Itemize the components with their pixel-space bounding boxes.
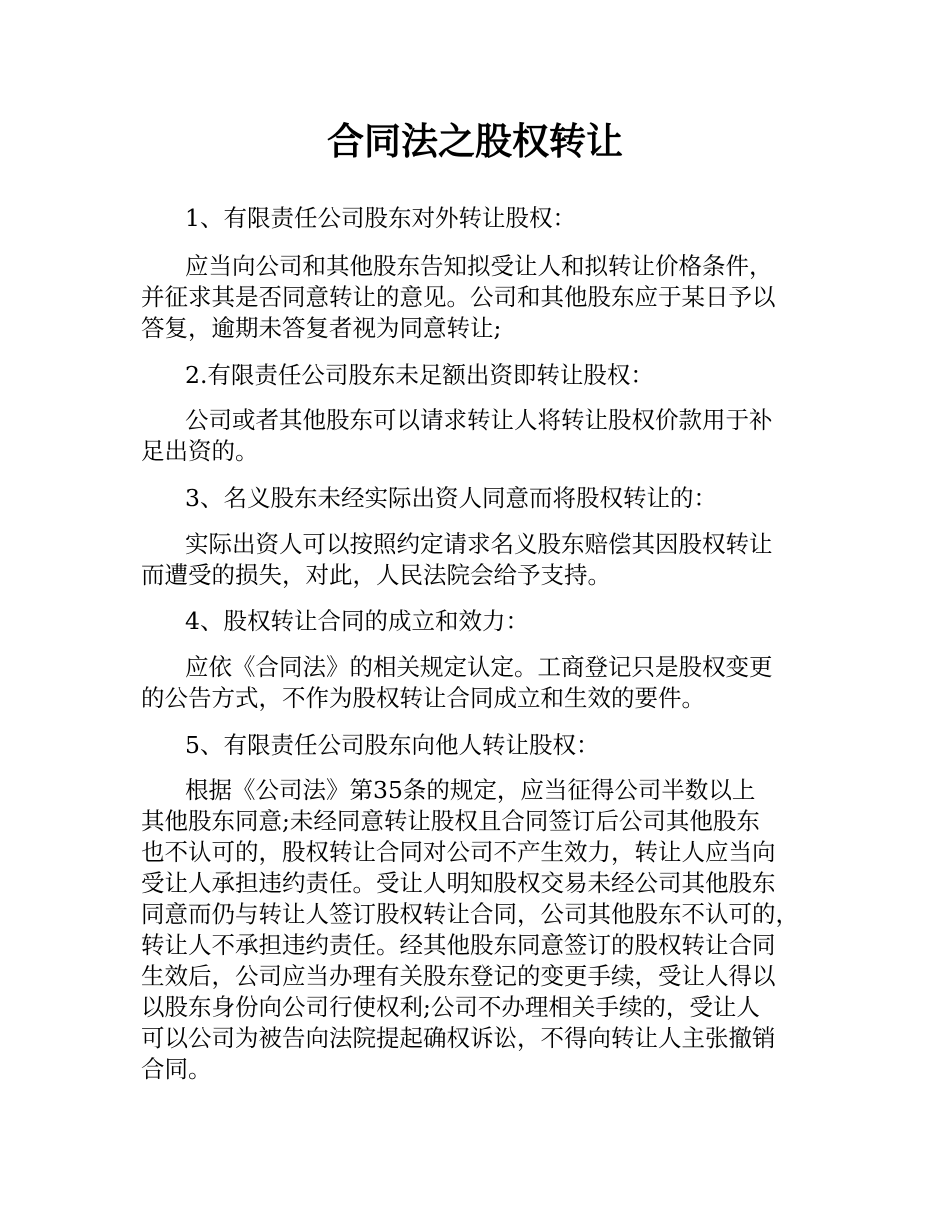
body-line: 并征求其是否同意转让的意见。公司和其他股东应于某日予以 (141, 283, 776, 311)
body-line: 其他股东同意;未经同意转让股权且合同签订后公司其他股东 (141, 807, 760, 835)
body-line: 以股东身份向公司行使权利;公司不办理相关手续的，受让人 (141, 993, 760, 1021)
section-4-body (141, 652, 821, 714)
section-heading-text: 5、有限责任公司股东向他人转让股权： (185, 731, 600, 759)
body-line: 根据《公司法》第35条的规定，应当征得公司半数以上 (185, 776, 756, 804)
document-title: 合同法之股权转让 (327, 120, 623, 163)
body-line: 同意而仍与转让人签订股权转让合同，公司其他股东不认可的， (141, 900, 799, 928)
body-line: 也不认可的，股权转让合同对公司不产生效力，转让人应当向 (141, 838, 776, 866)
body-line: 合同。 (141, 1055, 212, 1083)
section-1-heading (141, 203, 821, 234)
section-heading-text: 3、名义股东未经实际出资人同意而将股权转让的： (185, 484, 717, 512)
body-line: 足出资的。 (141, 437, 259, 465)
body-line: 可以公司为被告向法院提起确权诉讼，不得向转让人主张撤销 (141, 1024, 776, 1052)
section-3-body (141, 529, 821, 591)
body-line: 生效后，公司应当办理有关股东登记的变更手续，受让人得以 (141, 962, 776, 990)
section-4-heading (141, 606, 821, 637)
section-2-body (141, 405, 821, 467)
body-line: 应依《合同法》的相关规定认定。工商登记只是股权变更 (185, 653, 773, 681)
body-line: 应当向公司和其他股东告知拟受让人和拟转让价格条件， (185, 252, 773, 280)
body-line: 的公告方式，不作为股权转让合同成立和生效的要件。 (141, 684, 705, 712)
section-5-heading (141, 730, 821, 761)
body-line: 答复，逾期未答复者视为同意转让; (141, 314, 502, 342)
section-5-body (141, 775, 821, 1085)
section-heading-text: 4、股权转让合同的成立和效力： (185, 607, 529, 635)
body-line: 公司或者其他股东可以请求转让人将转让股权价款用于补 (185, 406, 773, 434)
section-3-heading (141, 483, 821, 514)
body-line: 而遭受的损失，对此，人民法院会给予支持。 (141, 561, 611, 589)
section-heading-text: 1、有限责任公司股东对外转让股权： (185, 204, 576, 232)
body-line: 受让人承担违约责任。受让人明知股权交易未经公司其他股东 (141, 869, 776, 897)
body-line: 实际出资人可以按照约定请求名义股东赔偿其因股权转让 (185, 530, 773, 558)
section-heading-text: 2.有限责任公司股东未足额出资即转让股权： (185, 361, 654, 389)
section-2-heading (141, 360, 821, 391)
body-line: 转让人不承担违约责任。经其他股东同意签订的股权转让合同 (141, 931, 776, 959)
section-1-body (141, 251, 821, 344)
